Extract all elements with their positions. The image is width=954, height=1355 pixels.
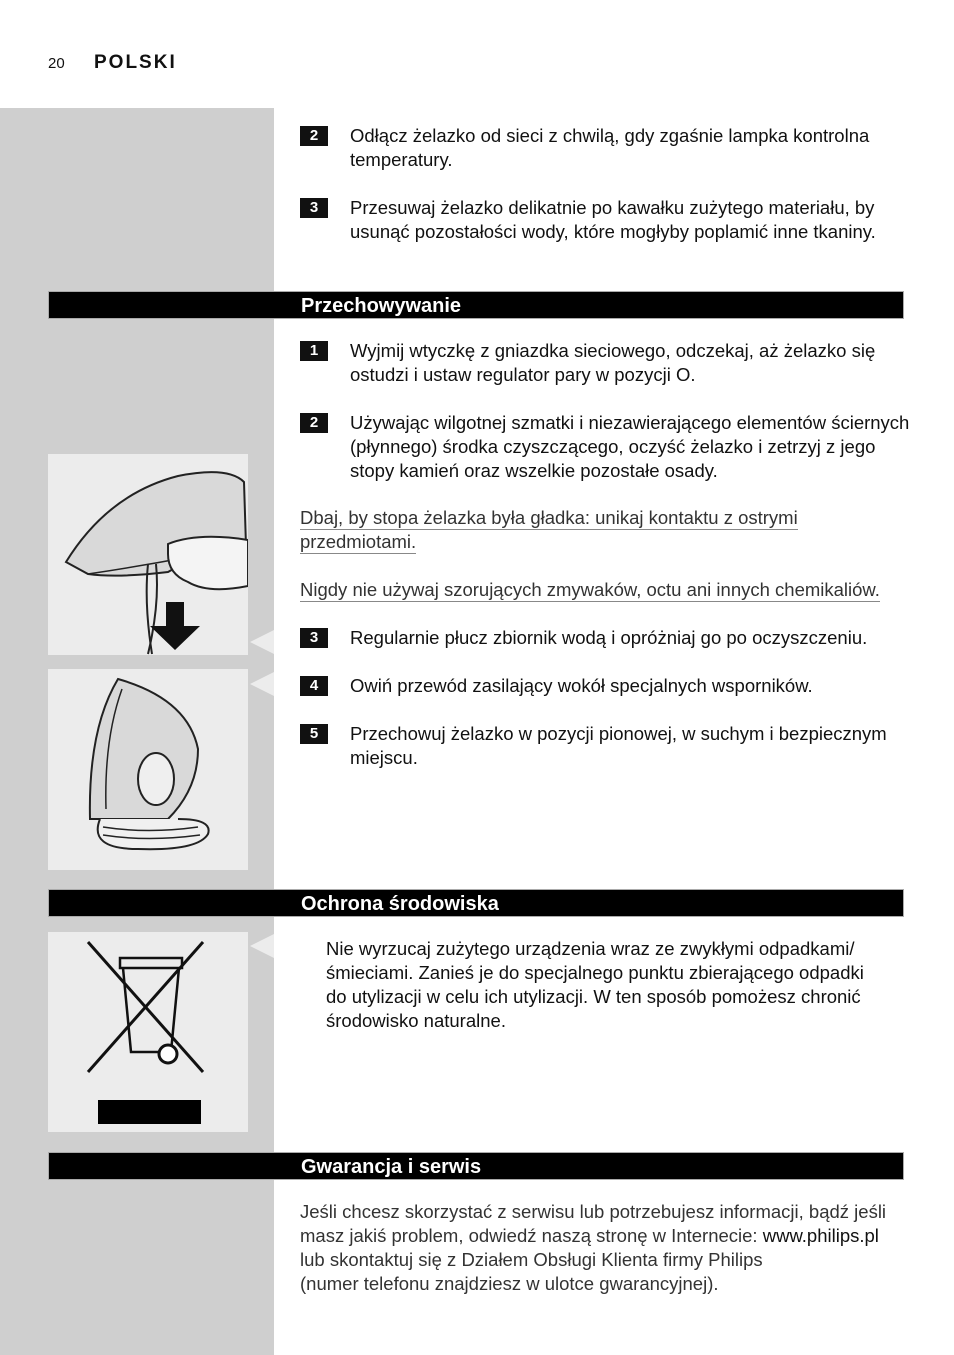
step-item [300, 626, 910, 650]
warranty-text-line3: lub skontaktuj się z Działem Obsługi Klienta firmy Philips [300, 1249, 763, 1270]
warranty-text-intro: Jeśli chcesz skorzystać z serwisu lub potrzebujesz informacji, bądź jeśli masz jakiś problem, odwiedź naszą stronę w Internecie: [300, 1201, 887, 1246]
weee-bin-illustration [48, 932, 248, 1132]
note-text: Dbaj, by stopa żelazka była gładka: unikaj kontaktu z ostrymi przedmiotami. [300, 507, 798, 552]
step-item [300, 722, 910, 770]
section-header-storage [48, 291, 904, 319]
crossed-bin-icon [48, 932, 248, 1132]
caution-note [300, 506, 900, 554]
step-number: 4 [300, 676, 328, 696]
step-text: Używając wilgotnej szmatki i niezawierającego elementów ściernych (płynnego) środka czyszczącego, oczyść żelazko i zetrzyj z jego stopy kamień oraz wszelkie pozostałe osady. [350, 412, 910, 481]
section-title: Gwarancja i serwis [301, 1156, 482, 1178]
step-text: Wyjmij wtyczkę z gniazdka sieciowego, odczekaj, aż żelazko się ostudzi i ustaw regulator pary w pozycji O. [350, 340, 876, 385]
step-text: Przechowuj żelazko w pozycji pionowej, w suchym i bezpiecznym miejscu. [350, 723, 887, 768]
iron-upright-illustration [48, 669, 248, 870]
warranty-text-line4: (numer telefonu znajdziesz w ulotce gwarancyjnej). [300, 1273, 719, 1294]
step-item [300, 196, 910, 244]
section-title: Przechowywanie [301, 295, 462, 317]
page-number: 20 [48, 55, 65, 72]
caution-note [300, 578, 900, 602]
step-number: 5 [300, 724, 328, 744]
callout-pointer [250, 630, 274, 654]
step-item [300, 674, 910, 698]
step-number: 1 [300, 341, 328, 361]
step-text: Przesuwaj żelazko delikatnie po kawałku zużytego materiału, by usunąć pozostałości wody, które mogłyby poplamić inne tkaniny. [350, 197, 876, 242]
step-item [300, 411, 910, 483]
philips-website-link[interactable]: www.philips.pl [762, 1225, 879, 1246]
step-item [300, 124, 910, 172]
step-number: 2 [300, 126, 328, 146]
section-title: Ochrona środowiska [301, 893, 499, 915]
callout-pointer [250, 934, 274, 958]
step-number: 2 [300, 413, 328, 433]
callout-pointer [250, 672, 274, 696]
step-number: 3 [300, 628, 328, 648]
language-heading: POLSKI [94, 52, 177, 73]
section-header-warranty [48, 1152, 904, 1180]
warranty-text [300, 1200, 900, 1296]
environment-text: Nie wyrzucaj zużytego urządzenia wraz ze zwykłymi odpadkami/śmieciami. Zanieś je do specjalnego punktu zbierającego odpadki do utylizacji w celu ich utylizacji. W ten sposób pomożesz chronić środowisko naturalne. [326, 938, 864, 1031]
iron-cleaning-illustration [48, 454, 248, 655]
section-header-environment [48, 889, 904, 917]
note-text: Nigdy nie używaj szorujących zmywaków, octu ani innych chemikaliów. [300, 579, 880, 600]
step-text: Owiń przewód zasilający wokół specjalnych wsporników. [350, 675, 813, 696]
step-text: Odłącz żelazko od sieci z chwilą, gdy zgaśnie lampka kontrolna temperatury. [350, 125, 870, 170]
step-number: 3 [300, 198, 328, 218]
step-item [300, 339, 910, 387]
step-text: Regularnie płucz zbiornik wodą i opróżniaj go po oczyszczeniu. [350, 627, 868, 648]
